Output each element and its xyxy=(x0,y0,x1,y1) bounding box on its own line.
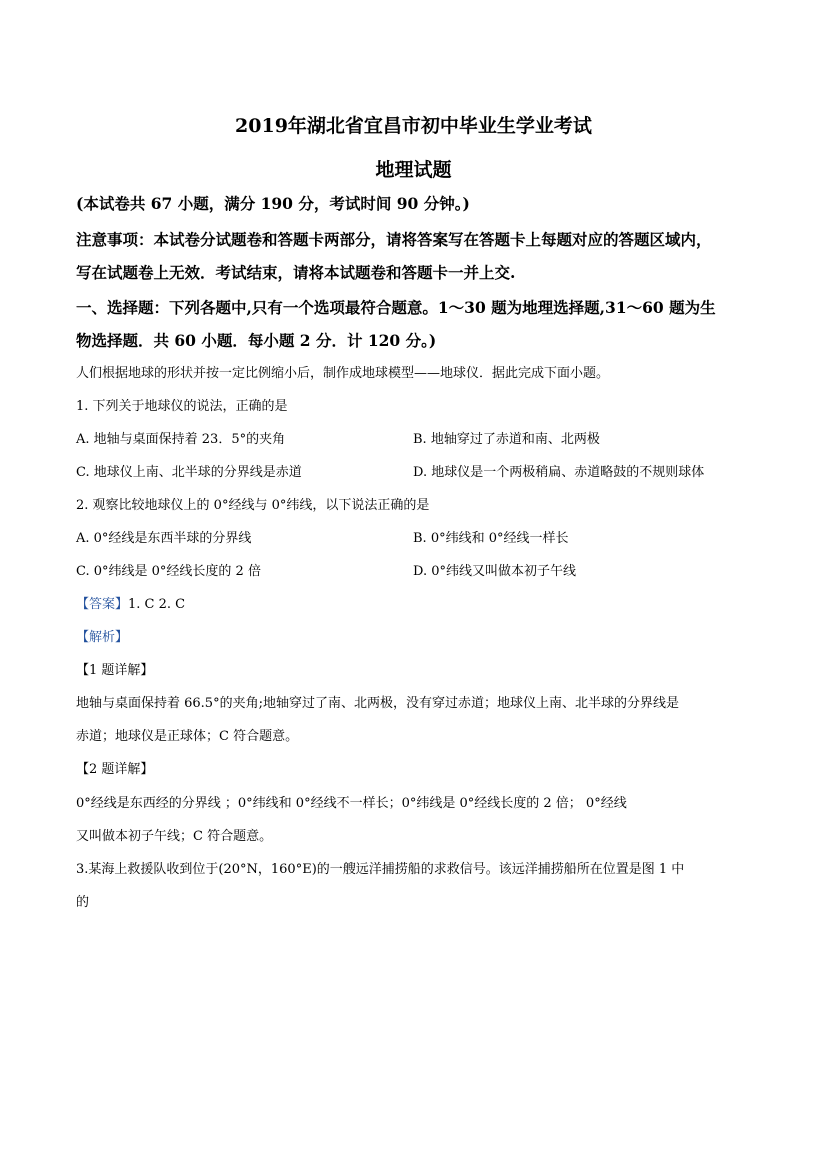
q1-option-c: C. 地球仪上南、北半球的分界线是赤道 xyxy=(76,465,302,480)
exam-title: 2019年湖北省宜昌市初中毕业生学业考试 xyxy=(235,115,592,137)
q2-option-c: C. 0°纬线是 0°经线长度的 2 倍 xyxy=(76,564,261,579)
passage-text: 人们根据地球的形状并按一定比例缩小后，制作成地球模型——地球仪．据此完成下面小题。 xyxy=(76,366,610,381)
q1-option-d: D. 地球仪是一个两极稍扁、赤道略鼓的不规则球体 xyxy=(413,465,705,480)
section-heading-line-2: 物选择题．共 60 小题．每小题 2 分．计 120 分。) xyxy=(76,331,437,350)
answer-value: 1. C 2. C xyxy=(128,597,186,612)
q1-option-a: A. 地轴与桌面保持着 23．5°的夹角 xyxy=(76,432,286,447)
q2-detail-line-2: 又叫做本初子午线；C 符合题意。 xyxy=(76,829,273,844)
q2-detail-label: 【2 题详解】 xyxy=(76,762,154,777)
exam-note: (本试卷共 67 小题，满分 190 分，考试时间 90 分钟。) xyxy=(76,194,470,213)
q1-stem: 1. 下列关于地球仪的说法，正确的是 xyxy=(76,399,288,414)
q1-detail-line-2: 赤道；地球仪是正球体；C 符合题意。 xyxy=(76,729,299,744)
q2-detail-line-1: 0°经线是东西经的分界线 ；0°纬线和 0°经线不一样长；0°纬线是 0°经线长度的 2 倍； 0°经线 xyxy=(76,796,627,811)
q1-detail-line-1: 地轴与桌面保持着 66.5°的夹角;地轴穿过了南、北两极，没有穿过赤道；地球仪上南、北半球的分界线是 xyxy=(76,696,679,711)
exam-subtitle: 地理试题 xyxy=(375,159,452,181)
q2-stem: 2. 观察比较地球仪上的 0°经线与 0°纬线，以下说法正确的是 xyxy=(76,498,430,513)
section-heading-line-1: 一、选择题：下列各题中,只有一个选项最符合题意。1～30 题为地理选择题,31～60 题为生 xyxy=(76,298,716,317)
q1-option-b: B. 地轴穿过了赤道和南、北两极 xyxy=(413,432,600,447)
q2-option-a: A. 0°经线是东西半球的分界线 xyxy=(76,531,252,546)
q2-option-d: D. 0°纬线又叫做本初子午线 xyxy=(413,564,576,579)
attention-line-2: 写在试题卷上无效．考试结束，请将本试题卷和答题卡一并上交. xyxy=(76,263,516,282)
answer-row xyxy=(76,593,185,612)
attention-line-1: 注意事项：本试卷分试题卷和答题卡两部分，请将答案写在答题卡上每题对应的答题区域内， xyxy=(76,230,712,249)
answer-label: 【答案】 xyxy=(76,597,129,612)
q3-stem-line-2: 的 xyxy=(76,895,90,910)
q1-detail-label: 【1 题详解】 xyxy=(76,663,154,678)
q3-stem-line-1: 3.某海上救援队收到位于(20°N，160°E)的一艘远洋捕捞船的求救信号。该远洋捕捞船所在位置是图 1 中 xyxy=(76,862,685,877)
analysis-label: 【解析】 xyxy=(76,630,129,645)
q2-option-b: B. 0°纬线和 0°经线一样长 xyxy=(413,531,569,546)
